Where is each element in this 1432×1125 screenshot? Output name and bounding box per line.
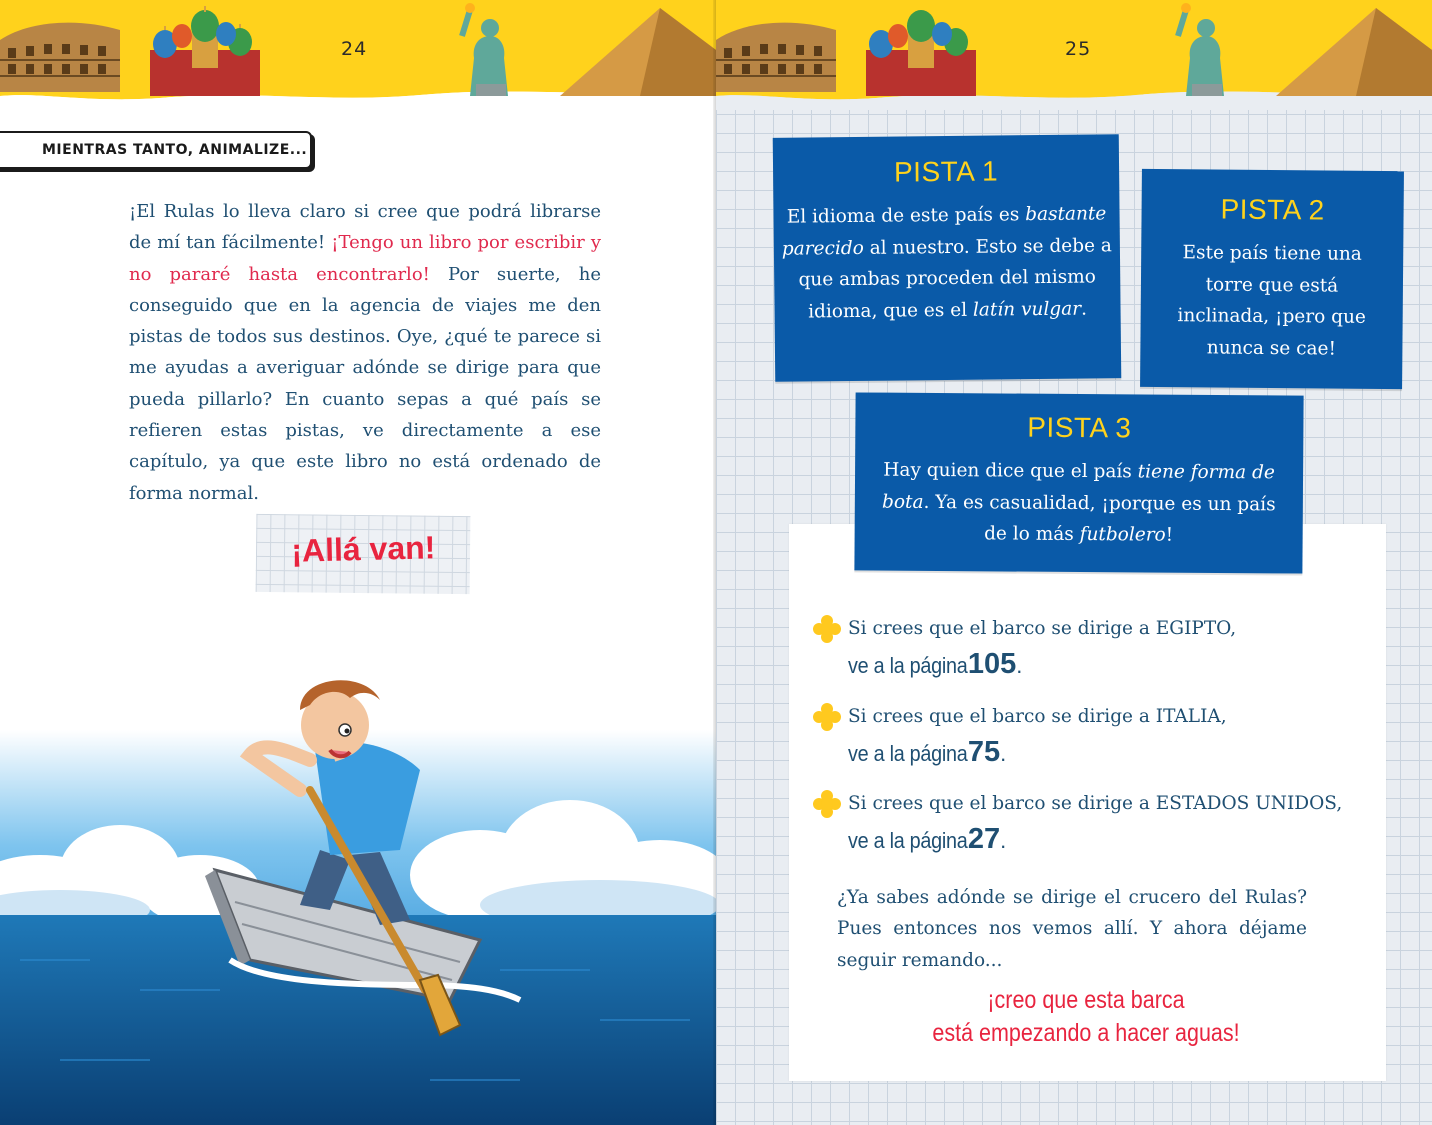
page-link-105[interactable]: 105 [967, 648, 1017, 680]
clue-title: PISTA 2 [1220, 193, 1325, 226]
option-text: Si crees que el barco se dirige a EGIPTO, [848, 618, 1237, 639]
clue-card-2 [1140, 169, 1404, 389]
clue-text [855, 454, 1304, 552]
clue-text-emphasis: tiene forma de bota [882, 461, 1275, 513]
clue-text: Este país tiene una torre que está inclinada, ¡pero que nunca se cae! [1177, 242, 1366, 360]
closing-exclamation [871, 984, 1301, 1050]
page-number: 25 [1065, 38, 1092, 60]
clue-text-emphasis: latín vulgar [972, 298, 1082, 321]
clue-text-part: Hay quien dice que el país [883, 459, 1138, 483]
flower-bullet-icon [812, 702, 842, 732]
intro-text-start: ¡El Rulas lo lleva claro si cree que podrá librarse de mí tan fácilmente! [129, 201, 601, 254]
clue-card-3 [854, 392, 1303, 573]
rowing-boy-illustration [0, 640, 716, 1125]
flower-bullet-icon [812, 789, 842, 819]
goto-label: ve a la página [848, 653, 968, 678]
page-number: 24 [341, 38, 368, 60]
goto-dot: . [1000, 828, 1007, 853]
clue-text-emphasis: futbolero [1079, 524, 1166, 546]
colosseum-icon [716, 23, 836, 92]
clue-text-part: El idioma de este país es [786, 204, 1026, 228]
option-goto [848, 823, 1006, 856]
outro-paragraph: ¿Ya sabes adónde se dirige el crucero del Rulas? Pues entonces nos vemos allí. Y ahora déjame seguir remando... [837, 887, 1307, 971]
flower-bullet-icon [812, 614, 842, 644]
goto-label: ve a la página [848, 741, 968, 766]
section-tag: MIENTRAS TANTO, ANIMALIZE... [0, 131, 312, 169]
intro-paragraph [129, 196, 601, 509]
goto-dot: . [1016, 653, 1023, 678]
note-text: ¡Allá van! [290, 529, 436, 569]
clue-text [773, 198, 1120, 328]
clue-card-1 [773, 134, 1122, 382]
note-card [256, 514, 471, 594]
goto-dot: . [1000, 741, 1007, 766]
clue-text-emphasis: bastante parecido [781, 203, 1107, 260]
intro-text-end: Por suerte, he conseguido que en la agencia de viajes me den pistas de todos sus destinos. Oye, ¿qué te parece si me ayudas a averiguar adónde se dirige para que pueda pillarlo? En cuanto sepas a qué país se refieren estas pistas, ve directamente a ese capítulo, ya que este libro no está ordenado de forma normal. [129, 263, 601, 504]
page-link-27[interactable]: 27 [967, 823, 1001, 855]
clue-text-part: . [1080, 298, 1088, 320]
right-page [716, 0, 1432, 1125]
option-text: Si crees que el barco se dirige a ITALIA, [848, 706, 1227, 727]
goto-label: ve a la página [848, 828, 968, 853]
option-goto [848, 648, 1022, 681]
page-link-75[interactable]: 75 [967, 736, 1001, 768]
closing-line-2: está empezando a hacer aguas! [932, 1019, 1240, 1047]
closing-line-1: ¡creo que esta barca [987, 986, 1185, 1014]
option-goto [848, 736, 1006, 769]
clue-text-part: . Ya es casualidad, ¡porque es un país de lo más [923, 491, 1276, 546]
option-text: Si crees que el barco se dirige a ESTADOS UNIDOS, [848, 793, 1343, 814]
intro-highlight: ¡Tengo un libro por escribir y no pararé hasta encontrarlo! [129, 232, 601, 285]
colosseum-icon [0, 23, 120, 92]
clue-title: PISTA 3 [1027, 411, 1132, 444]
clue-text-part: ! [1165, 524, 1174, 546]
clue-title: PISTA 1 [893, 155, 999, 188]
clue-text-part: al nuestro. Esto se debe a que ambas proceden del mismo idioma, que es el [798, 234, 1113, 322]
